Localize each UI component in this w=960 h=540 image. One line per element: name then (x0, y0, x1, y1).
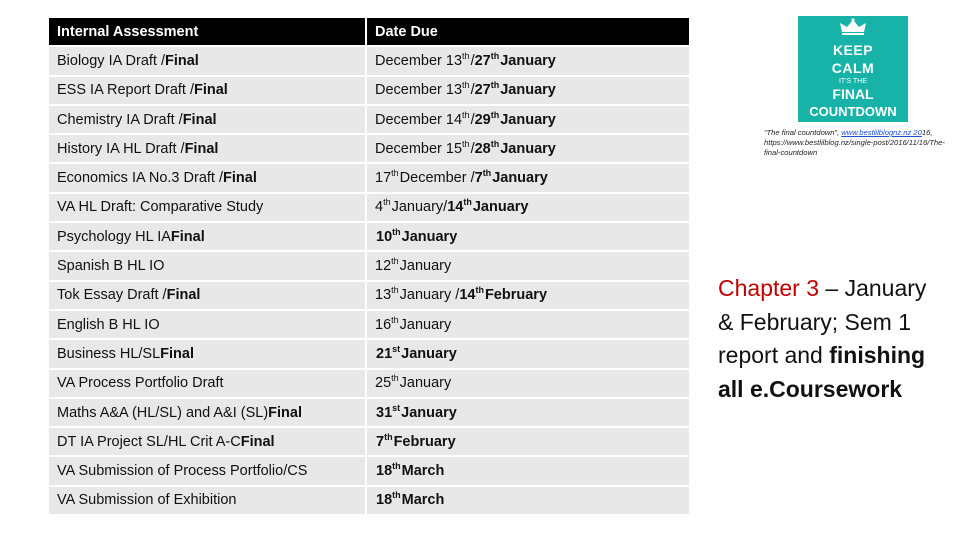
date-part-1: December 13 (375, 82, 463, 99)
due-date (367, 282, 689, 309)
assessment-final-label: Final (182, 111, 217, 128)
assessment-text: Economics IA No.3 Draft / (57, 170, 224, 187)
date-part-final-month: February (393, 433, 456, 450)
date-suffix-final: th (463, 197, 472, 208)
date-part-final-day: 18 (376, 463, 393, 480)
date-part-1: December 14 (375, 111, 463, 128)
date-part-final-month: January (401, 345, 457, 362)
crown-icon (838, 18, 868, 36)
poster-line-calm: CALM (831, 60, 875, 76)
date-suffix-final: th (384, 431, 393, 442)
assessment-text: VA Process Portfolio Draft (57, 375, 224, 392)
assessment-text: Biology IA Draft / (57, 52, 165, 69)
table-row (49, 77, 689, 106)
date-suffix-1: th (462, 138, 470, 149)
date-part-final-month: January (500, 82, 556, 99)
date-suffix-1: th (383, 197, 391, 208)
assessment-text: History IA HL Draft / (57, 140, 185, 157)
date-part-final-day: 31 (376, 404, 393, 421)
due-date (367, 77, 689, 104)
date-part-2: December / (399, 170, 475, 187)
date-part-final-day: 27 (474, 82, 491, 99)
assessment-final-label: Final (170, 228, 205, 245)
date-part-final-day: 29 (474, 111, 491, 128)
assessment-final-label: Final (268, 404, 302, 421)
date-part-final-day: 10 (376, 228, 393, 245)
due-date (367, 223, 689, 250)
assessment-name (49, 223, 367, 250)
due-date (367, 340, 689, 367)
date-part-1: 12 (375, 258, 392, 275)
table-row (49, 370, 689, 399)
assessment-name (49, 311, 367, 338)
date-part-final-month: February (484, 287, 548, 304)
table-row (49, 252, 689, 281)
due-date (367, 311, 689, 338)
date-suffix-final: th (482, 168, 492, 179)
assessment-final-label: Final (160, 345, 195, 362)
assessment-text: Psychology HL IA (57, 228, 171, 245)
due-date (367, 428, 689, 455)
date-suffix-1: th (462, 50, 470, 61)
due-date (367, 47, 689, 74)
assessment-name (49, 106, 367, 133)
due-date (367, 370, 689, 397)
assessment-name (49, 282, 367, 309)
date-suffix-final: th (475, 285, 484, 296)
date-part-1: December 15 (375, 140, 463, 157)
table-row (49, 487, 689, 516)
date-suffix-1: th (391, 314, 399, 325)
assessment-name (49, 194, 367, 221)
assessment-table (49, 18, 689, 516)
assessment-name (49, 164, 367, 191)
date-part-2: January (399, 316, 452, 333)
table-row (49, 164, 689, 193)
table-row (49, 194, 689, 223)
date-part-final-day: 28 (474, 140, 491, 157)
assessment-text: Chemistry IA Draft / (57, 111, 183, 128)
date-suffix-1: th (391, 285, 399, 296)
due-date (367, 487, 689, 514)
chapter-emphasis: finishing all e.Coursework (718, 342, 926, 402)
caption-prefix: “The final countdown”, (764, 128, 842, 137)
date-suffix-final: th (490, 109, 500, 120)
assessment-text: DT IA Project SL/HL Crit A-C (57, 433, 241, 450)
date-part-final-day: 7 (376, 433, 385, 450)
assessment-text: Maths A&A (HL/SL) and A&I (SL) (57, 404, 269, 421)
assessment-text: VA Submission of Exhibition (57, 492, 237, 509)
date-part-final-month: January (500, 140, 556, 157)
assessment-final-label: Final (184, 140, 219, 157)
table-row (49, 399, 689, 428)
table-row (49, 457, 689, 486)
date-part-2: January (399, 258, 452, 275)
date-part-final-day: 7 (474, 170, 483, 187)
assessment-name (49, 399, 367, 426)
due-date (367, 135, 689, 162)
date-suffix-final: th (392, 226, 401, 237)
assessment-name (49, 428, 367, 455)
date-suffix-1: th (391, 373, 399, 384)
assessment-final-label: Final (165, 52, 199, 69)
due-date (367, 164, 689, 191)
image-caption (764, 128, 954, 158)
chapter-number: Chapter 3 (718, 275, 820, 301)
date-part-2: / (470, 82, 475, 99)
assessment-text: English B HL IO (57, 316, 160, 333)
date-part-1: 13 (375, 287, 392, 304)
date-suffix-1: th (391, 168, 399, 179)
assessment-name (49, 77, 367, 104)
date-part-1: 4 (375, 199, 384, 216)
table-row (49, 428, 689, 457)
date-part-final-day: 14 (447, 199, 464, 216)
assessment-final-label: Final (194, 82, 228, 99)
date-suffix-1: th (462, 109, 470, 120)
date-part-2: January/ (391, 199, 448, 216)
assessment-text: ESS IA Report Draft / (57, 82, 194, 99)
assessment-name (49, 457, 367, 484)
date-suffix-final: th (392, 490, 401, 501)
date-part-2: / (470, 52, 475, 69)
due-date (367, 457, 689, 484)
date-part-1: 16 (375, 316, 392, 333)
date-part-final-month: January (401, 404, 457, 421)
table-row (49, 106, 689, 135)
poster-line-countdown: COUNTDOWN (809, 104, 897, 119)
poster-line-its-the: IT'S THE (838, 78, 868, 85)
assessment-text: VA Submission of Process Portfolio/CS (57, 463, 308, 480)
chapter-heading (718, 272, 948, 406)
date-suffix-final: th (392, 461, 401, 472)
date-part-final-day: 18 (376, 492, 393, 509)
date-suffix-final: st (392, 402, 401, 413)
keep-calm-poster (798, 16, 908, 122)
date-suffix-final: th (490, 138, 500, 149)
table-row (49, 282, 689, 311)
date-part-final-day: 14 (459, 287, 476, 304)
table-header-row (49, 18, 689, 47)
assessment-final-label: Final (166, 287, 201, 304)
assessment-text: Spanish B HL IO (57, 258, 165, 275)
assessment-final-label: Final (240, 433, 275, 450)
date-part-2: / (470, 111, 475, 128)
date-suffix-final: th (490, 80, 500, 91)
date-part-final-month: March (401, 492, 445, 509)
assessment-text: VA HL Draft: Comparative Study (57, 199, 264, 216)
assessment-name (49, 340, 367, 367)
poster-line-final: FINAL (832, 86, 874, 102)
due-date (367, 194, 689, 221)
date-part-final-month: January (401, 228, 458, 245)
date-suffix-1: th (462, 80, 470, 91)
assessment-name (49, 252, 367, 279)
assessment-name (49, 370, 367, 397)
assessment-text: Business HL/SL (57, 345, 161, 362)
table-row (49, 135, 689, 164)
date-suffix-final: st (392, 343, 401, 354)
date-part-1: 25 (375, 375, 392, 392)
date-part-final-month: January (492, 170, 548, 187)
date-part-2: January / (399, 287, 460, 304)
due-date (367, 252, 689, 279)
chapter-subtitle: – January & February; Sem 1 report and (718, 275, 927, 368)
date-part-final-day: 21 (376, 345, 393, 362)
date-part-2: January (399, 375, 452, 392)
poster-line-keep: KEEP (832, 42, 874, 58)
date-part-1: 17 (375, 170, 392, 187)
date-part-final-month: January (500, 111, 556, 128)
due-date (367, 399, 689, 426)
date-part-1: December 13 (375, 52, 463, 69)
assessment-name (49, 487, 367, 514)
assessment-name (49, 47, 367, 74)
date-part-final-day: 27 (474, 52, 491, 69)
date-part-final-month: January (500, 52, 556, 69)
header-internal-assessment: Internal Assessment (49, 18, 367, 45)
caption-rest: 16, https://www.bestlilblog.nz/single-post/2016/11/16/The-final-countdown (764, 128, 945, 157)
table-row (49, 47, 689, 76)
assessment-final-label: Final (223, 170, 257, 187)
due-date (367, 106, 689, 133)
header-date-due: Date Due (375, 23, 438, 40)
table-row (49, 311, 689, 340)
date-suffix-final: th (490, 50, 500, 61)
assessment-text: Tok Essay Draft / (57, 287, 167, 304)
date-part-final-month: March (401, 463, 445, 480)
date-suffix-1: th (391, 256, 399, 267)
date-part-2: / (470, 140, 475, 157)
table-row (49, 223, 689, 252)
date-part-final-month: January (472, 199, 529, 216)
table-row (49, 340, 689, 369)
assessment-name (49, 135, 367, 162)
caption-link[interactable]: www.bestlilblognz.nz 20 (841, 128, 922, 137)
